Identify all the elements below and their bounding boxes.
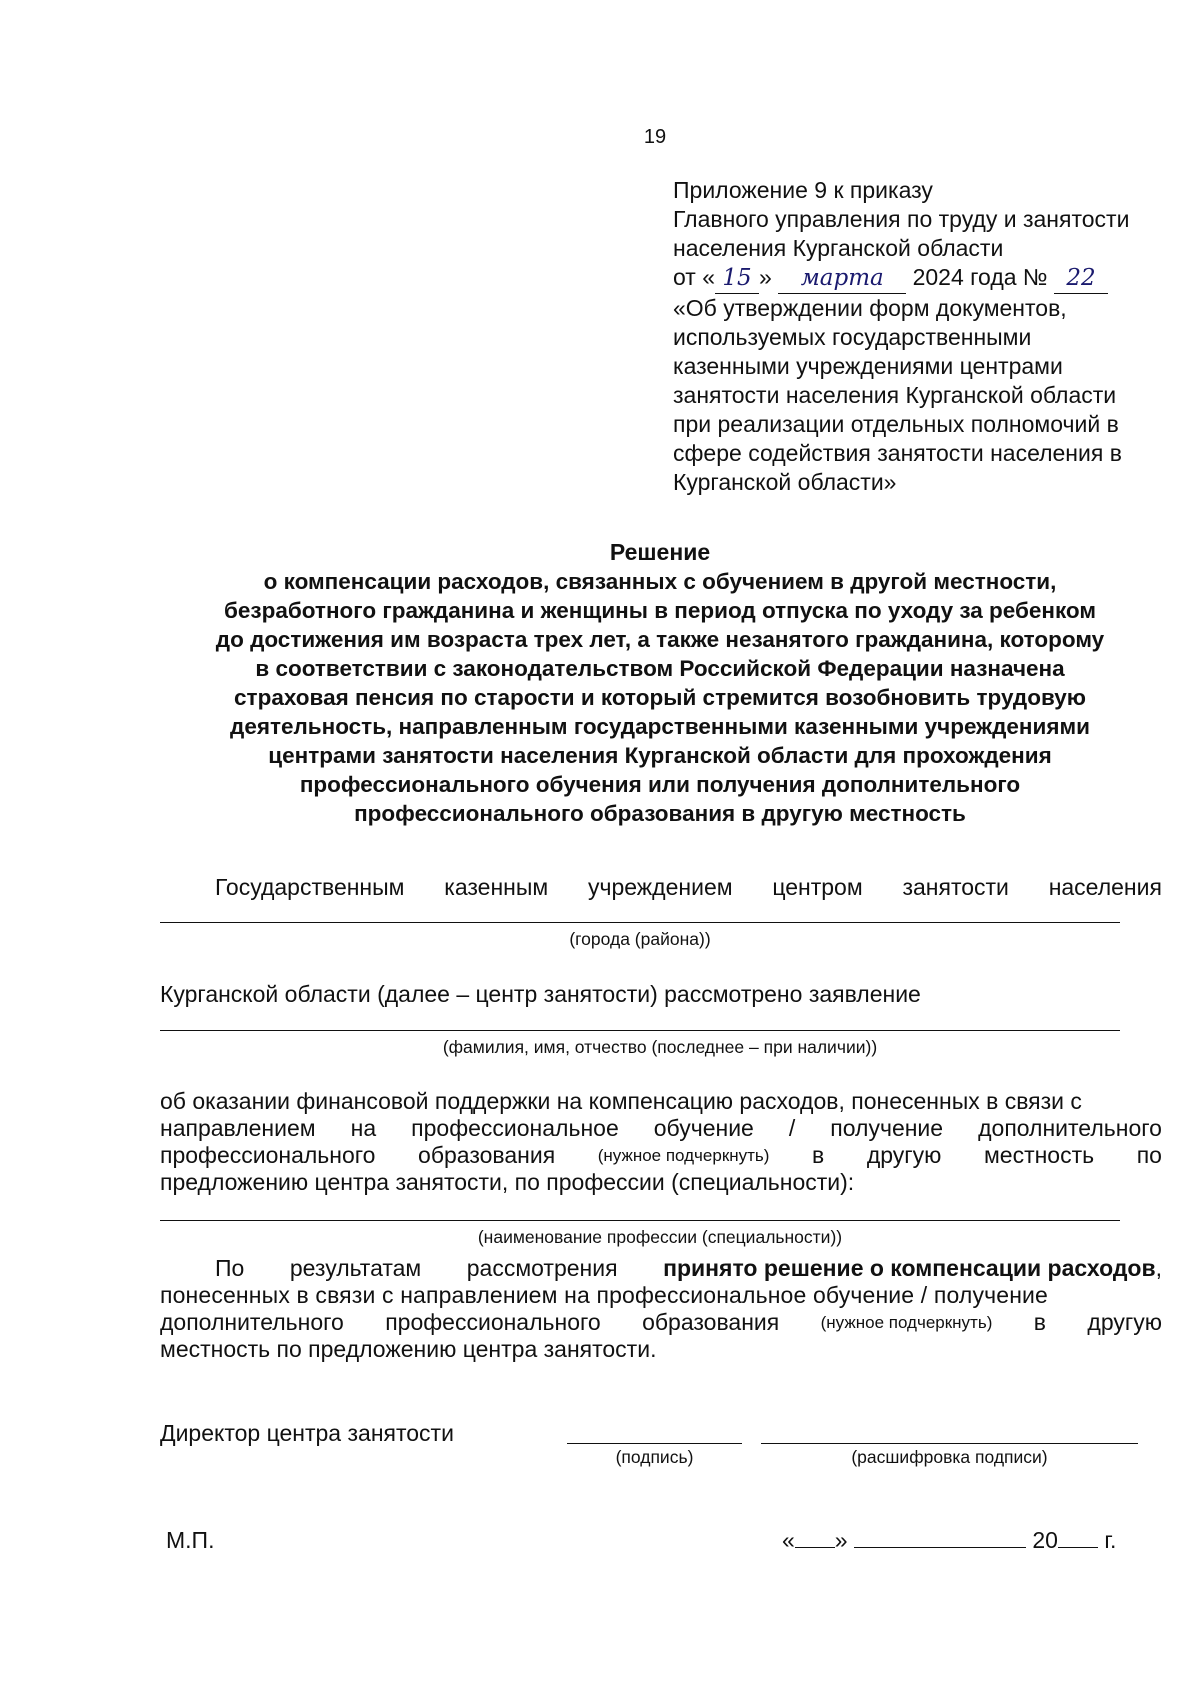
word: в: [1033, 1309, 1046, 1335]
word: учреждением: [587, 874, 733, 900]
date-year-prefix: 20: [1032, 1527, 1058, 1553]
title-line: в соответствии с законодательством Российской Федерации назначена: [255, 656, 1065, 681]
word: другую: [1087, 1309, 1162, 1335]
handwritten-day: 15: [715, 264, 759, 294]
caption-city: (города (района)): [569, 929, 711, 949]
signature-field[interactable]: [567, 1443, 742, 1444]
word: дополнительного: [160, 1309, 344, 1335]
date-prefix: от «: [673, 264, 716, 290]
date-quote-open: «: [782, 1527, 795, 1553]
caption-profession: (наименование профессии (специальности)): [477, 1227, 843, 1247]
title-line: до достижения им возраста трех лет, а также незанятого гражданина, которому: [215, 627, 1105, 652]
word: получение: [830, 1115, 944, 1141]
date-field-group: [782, 1527, 1116, 1554]
word: казенным: [444, 874, 549, 900]
page-number: 19: [643, 126, 667, 148]
fill-line-fio[interactable]: [160, 1030, 1120, 1031]
annex-date-line: [673, 263, 1173, 294]
caption-signature-decode: (расшифровка подписи): [851, 1447, 1048, 1467]
title-line: деятельность, направленным государственными казенными учреждениями: [230, 714, 1090, 739]
date-quote-close: »: [759, 264, 772, 290]
word: /: [788, 1115, 796, 1141]
title-heading: Решение: [609, 539, 711, 565]
date-month-field[interactable]: [854, 1527, 1026, 1548]
annex-line: занятости населения Курганской области: [673, 382, 1117, 408]
stamp-place: М.П.: [166, 1527, 215, 1553]
para1-line: об оказании финансовой поддержки на компенсацию расходов, понесенных в связи с: [160, 1088, 1082, 1114]
note-underline-needed: (нужное подчеркнуть): [597, 1146, 770, 1165]
para2-line: [215, 1255, 1162, 1282]
word: Государственным: [215, 874, 405, 900]
para2-line: [160, 1309, 1162, 1336]
date-year-suffix: г.: [1104, 1527, 1117, 1553]
word: местность: [983, 1142, 1095, 1168]
annex-line: казенными учреждениями центрами: [673, 353, 1063, 379]
word: профессионального: [385, 1309, 601, 1335]
date-day-field[interactable]: [795, 1527, 835, 1548]
body-line-application: Курганской области (далее – центр занятости) рассмотрено заявление: [160, 981, 921, 1007]
decision-text: [663, 1255, 1162, 1282]
handwritten-month: марта: [778, 264, 906, 294]
word: обучение: [653, 1115, 754, 1141]
date-year-text: 2024 года №: [912, 264, 1048, 290]
para1-line: предложению центра занятости, по профессии (специальности):: [160, 1169, 855, 1195]
signature-decode-field[interactable]: [761, 1443, 1138, 1444]
word: рассмотрения: [466, 1255, 618, 1281]
date-year-field[interactable]: [1058, 1527, 1098, 1548]
word: направлением: [160, 1115, 316, 1141]
word: дополнительного: [978, 1115, 1162, 1141]
para1-line: [160, 1115, 1162, 1142]
annex-line: Приложение 9 к приказу: [673, 177, 933, 203]
annex-line: используемых государственными: [673, 324, 1032, 350]
director-label: Директор центра занятости: [160, 1420, 454, 1446]
annex-line: сфере содействия занятости населения в: [673, 440, 1122, 466]
para2-line: понесенных в связи с направлением на профессиональное обучение / получение: [160, 1282, 1048, 1308]
word: профессиональное: [411, 1115, 619, 1141]
title-line: центрами занятости населения Курганской области для прохождения: [268, 743, 1052, 768]
fill-line-profession[interactable]: [160, 1220, 1120, 1221]
para1-line: [160, 1142, 1162, 1169]
para2-line: местность по предложению центра занятости.: [160, 1336, 657, 1362]
word: по: [1136, 1142, 1162, 1168]
word: другую: [866, 1142, 942, 1168]
word: образования: [642, 1309, 780, 1335]
word: в: [812, 1142, 825, 1168]
fill-line-city[interactable]: [160, 922, 1120, 923]
caption-fio: (фамилия, имя, отчество (последнее – при наличии)): [442, 1037, 878, 1057]
word: По: [215, 1255, 245, 1281]
decision-bold: принято решение о компенсации расходов: [663, 1255, 1156, 1281]
body-line-institution: [215, 874, 1162, 901]
title-line: о компенсации расходов, связанных с обучением в другой местности,: [263, 569, 1057, 594]
handwritten-order-number: 22: [1054, 264, 1108, 294]
date-quote-close: »: [834, 1527, 848, 1553]
annex-line: «Об утверждении форм документов,: [673, 295, 1067, 321]
note-underline-needed: (нужное подчеркнуть): [820, 1313, 993, 1332]
word: центром: [772, 874, 863, 900]
word: результатам: [289, 1255, 422, 1281]
caption-signature: (подпись): [615, 1447, 694, 1467]
word: образования: [418, 1142, 556, 1168]
title-line: страховая пенсия по старости и который стремится возобновить трудовую: [234, 685, 1086, 710]
word: профессионального: [160, 1142, 376, 1168]
title-line: профессионального образования в другую местность: [354, 801, 966, 826]
title-line: профессионального обучения или получения дополнительного: [299, 772, 1021, 797]
comma: ,: [1155, 1255, 1162, 1281]
annex-header: [673, 176, 1173, 497]
annex-line: Курганской области»: [673, 469, 897, 495]
title-line: безработного гражданина и женщины в период отпуска по уходу за ребенком: [223, 598, 1097, 623]
document-title: [160, 538, 1160, 828]
annex-line: населения Курганской области: [673, 235, 1004, 261]
annex-line: Главного управления по труду и занятости: [673, 206, 1130, 232]
annex-line: при реализации отдельных полномочий в: [673, 411, 1119, 437]
word: занятости: [902, 874, 1009, 900]
word: на: [350, 1115, 377, 1141]
word: населения: [1048, 874, 1162, 900]
